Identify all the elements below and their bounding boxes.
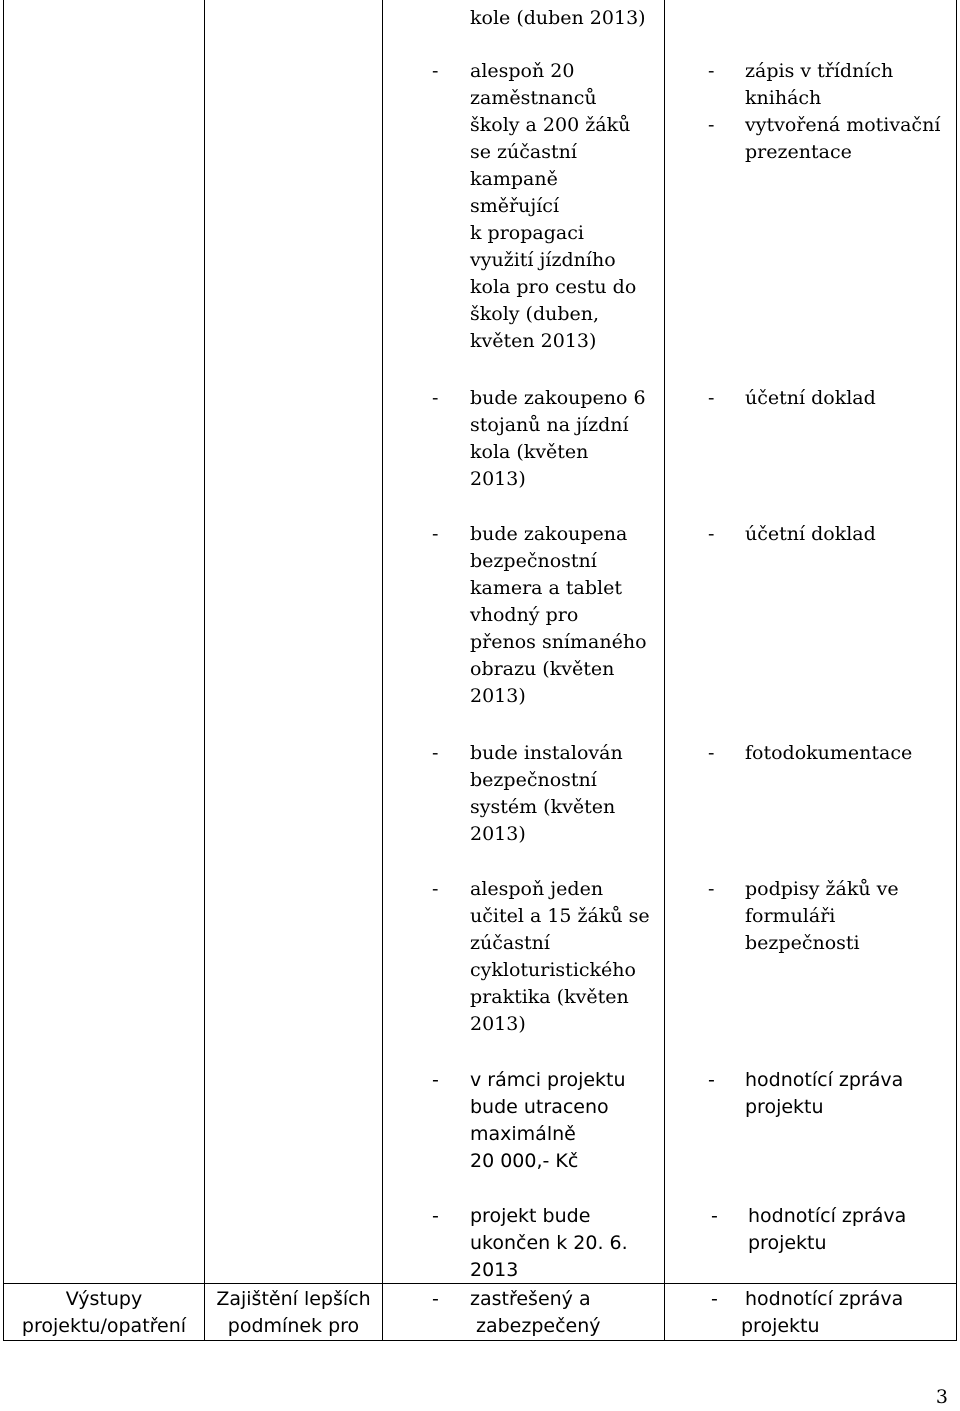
verification-line: projektu	[745, 1096, 824, 1118]
verification-line: prezentace	[745, 141, 852, 163]
output-line: v rámci projektu	[470, 1069, 626, 1091]
table-border-right	[956, 0, 957, 1341]
bottom-output-line: zastřešený a	[470, 1288, 591, 1310]
output-item	[432, 385, 692, 493]
output-line: k propagaci	[470, 222, 584, 244]
output-line: ukončen k 20. 6.	[470, 1232, 628, 1254]
bullet-dash: -	[708, 60, 715, 82]
verification-item	[708, 58, 958, 112]
table-border-bottom	[3, 1340, 957, 1341]
output-item	[432, 58, 692, 355]
verification-line: fotodokumentace	[745, 742, 913, 764]
output-line: bude instalován	[470, 742, 623, 764]
output-line: kampaně	[470, 168, 558, 190]
output-line: projekt bude	[470, 1205, 591, 1227]
output-line: přenos snímaného	[470, 631, 647, 653]
output-line: stojanů na jízdní	[470, 414, 629, 436]
bottom-output-item	[432, 1286, 692, 1340]
output-line: využití jízdního	[470, 249, 616, 271]
verification-item	[708, 112, 958, 166]
verification-line: zápis v třídních	[745, 60, 894, 82]
output-line: maximálně	[470, 1123, 576, 1145]
output-line: alespoň 20	[470, 60, 575, 82]
output-line: kola pro cestu do	[470, 276, 637, 298]
bullet-dash: -	[432, 1069, 439, 1091]
bullet-dash: -	[711, 1288, 718, 1310]
verification-line: knihách	[745, 87, 822, 109]
goal-line: Zajištění lepších	[216, 1288, 371, 1310]
bullet-dash: -	[708, 1069, 715, 1091]
output-item	[432, 740, 692, 848]
section-label-line: Výstupy	[65, 1288, 143, 1310]
column-divider-1	[204, 0, 205, 1341]
bullet-dash: -	[432, 1205, 439, 1227]
output-line: vhodný pro	[470, 604, 579, 626]
page-number: 3	[935, 1386, 948, 1408]
output-line: bude utraceno	[470, 1096, 609, 1118]
bullet-dash: -	[432, 387, 439, 409]
verification-item	[708, 740, 958, 767]
bullet-dash: -	[432, 1288, 439, 1310]
output-line: 2013)	[470, 685, 526, 707]
output-line: alespoň jeden	[470, 878, 604, 900]
section-label-outputs	[4, 1286, 204, 1340]
output-line: směřující	[470, 195, 560, 217]
bullet-dash: -	[432, 742, 439, 764]
output-line: kola (květen	[470, 441, 589, 463]
section-label-line: projektu/opatření	[21, 1315, 187, 1337]
verification-line: hodnotící zpráva	[748, 1205, 907, 1227]
output-line: cykloturistického	[470, 959, 636, 981]
output-line: systém (květen	[470, 796, 616, 818]
bullet-dash: -	[432, 523, 439, 545]
top-fragment-text: kole (duben 2013)	[470, 7, 646, 29]
output-line: zaměstnanců	[470, 87, 597, 109]
output-item	[432, 521, 692, 710]
verification-line: formuláři	[745, 905, 836, 927]
bullet-dash: -	[708, 878, 715, 900]
column-divider-2	[382, 0, 383, 1341]
bottom-verification-line: projektu	[741, 1315, 820, 1337]
verification-item	[708, 521, 958, 548]
verification-item	[708, 876, 958, 957]
bullet-dash: -	[711, 1205, 718, 1227]
verification-line: podpisy žáků ve	[745, 878, 899, 900]
verification-item	[708, 385, 958, 412]
output-line: 2013	[470, 1259, 519, 1281]
output-line: obrazu (květen	[470, 658, 615, 680]
table-border-left	[3, 0, 4, 1341]
output-line: 2013)	[470, 823, 526, 845]
output-item	[432, 1067, 692, 1175]
output-line: školy a 200 žáků	[470, 114, 631, 136]
verification-line: bezpečnosti	[745, 932, 860, 954]
bottom-verification-line: hodnotící zpráva	[745, 1288, 904, 1310]
verification-line: účetní doklad	[745, 387, 876, 409]
bullet-dash: -	[708, 387, 715, 409]
verification-item	[708, 1067, 958, 1121]
verification-line: projektu	[748, 1232, 827, 1254]
goal-text	[205, 1286, 382, 1340]
goal-line: podmínek pro	[227, 1315, 360, 1337]
bullet-dash: -	[708, 523, 715, 545]
output-line: 20 000,- Kč	[470, 1150, 579, 1172]
output-line: květen 2013)	[470, 330, 597, 352]
output-line: učitel a 15 žáků se	[470, 905, 650, 927]
output-line: 2013)	[470, 468, 526, 490]
output-line: kamera a tablet	[470, 577, 622, 599]
verification-line: účetní doklad	[745, 523, 876, 545]
bottom-verification-item	[711, 1286, 960, 1340]
bullet-dash: -	[432, 878, 439, 900]
bullet-dash: -	[708, 114, 715, 136]
bullet-dash: -	[432, 60, 439, 82]
verification-line: hodnotící zpráva	[745, 1069, 904, 1091]
verification-line: vytvořená motivační	[745, 114, 941, 136]
output-line: bezpečnostní	[470, 550, 597, 572]
verification-item	[711, 1203, 960, 1257]
output-item	[432, 1203, 692, 1284]
output-line: praktika (květen	[470, 986, 629, 1008]
output-line: zúčastní	[470, 932, 550, 954]
output-line: 2013)	[470, 1013, 526, 1035]
output-line: školy (duben,	[470, 303, 600, 325]
output-line: bezpečnostní	[470, 769, 597, 791]
output-line: bude zakoupena	[470, 523, 628, 545]
output-line: se zúčastní	[470, 141, 577, 163]
output-item	[432, 876, 692, 1038]
bullet-dash: -	[708, 742, 715, 764]
output-line: bude zakoupeno 6	[470, 387, 646, 409]
bottom-output-line: zabezpečený	[476, 1315, 601, 1337]
